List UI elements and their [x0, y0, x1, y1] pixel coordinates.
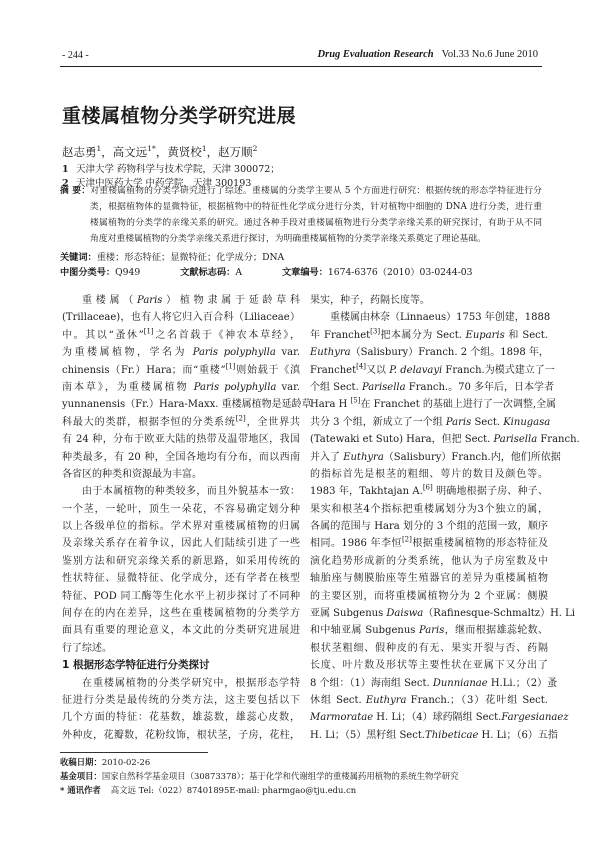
text-segment: 年 Franchet [310, 329, 371, 341]
text-segment: H. Li；（6）五指 [478, 729, 558, 741]
text-line [310, 588, 548, 605]
author-list [62, 144, 257, 160]
text-segment: 根状茎粗细、假种皮的有无、果实开裂与否、药隔 [310, 642, 548, 654]
affiliation-1 [62, 161, 280, 175]
text-line [62, 675, 300, 692]
citation-ref: [2] [401, 536, 412, 545]
text-segment: 并入了 [310, 451, 344, 463]
text-line [62, 605, 300, 622]
text-segment: 南本草》，为重楼属植物 [62, 381, 194, 393]
taxon-name: Parisella [361, 381, 406, 393]
text-segment: Franch.。70 多年后，日本学者 [405, 381, 555, 393]
text-line [310, 692, 548, 709]
received-date: 2010-02-26 [101, 757, 151, 767]
text-line [310, 657, 548, 674]
text-segment: 相同。1986 年李恒 [310, 538, 402, 550]
abstract-line: 楼属植物的分类学的亲缘关系的研究。通过各种手段对重楼属植物进行分类学亲缘关系的研究探讨，有助于从不同 [90, 218, 542, 228]
text-segment: 外种皮，花瓣数，花粉纹饰，根状茎，子房，花柱， [62, 729, 300, 741]
text-line [62, 362, 300, 379]
citation-ref: [1] [143, 327, 154, 336]
taxon-name: Euthyra [343, 451, 384, 463]
text-line [310, 379, 555, 396]
citation-ref: [1] [225, 362, 236, 371]
article-no-label: 文章编号： [281, 267, 328, 278]
text-line [62, 344, 300, 361]
text-segment: 果实和根茎4个指标把重楼属划分为3个独立的属， [310, 503, 548, 515]
author-affiliation-mark: 1 [201, 144, 207, 154]
text-segment: var. [275, 347, 300, 359]
text-segment: （Rafinesque-Schmaltz）H. Li [423, 608, 575, 620]
text-line [310, 675, 558, 692]
text-line [310, 727, 558, 744]
text-segment: ）植物隶属于延龄草科 [162, 295, 301, 306]
body-column-left [62, 292, 312, 744]
text-line [310, 501, 548, 518]
text-segment: 把本属分为 Sect. [380, 329, 466, 341]
body-column-right [310, 292, 580, 744]
text-segment: H. Li；（4）球药隔组 Sect. [373, 712, 502, 724]
abstract [60, 183, 542, 247]
text-segment: ，全世界共 [245, 416, 301, 428]
text-segment: 长度、叶片数及形状等主要性状在亚属下又分出了 [310, 660, 548, 672]
text-line [310, 344, 548, 361]
text-segment: 行了综述。 [62, 642, 112, 654]
text-line [310, 622, 548, 639]
taxon-name: Euthyra [310, 347, 351, 359]
text-line [310, 309, 551, 326]
text-line [62, 518, 300, 535]
citation-ref: [2] [235, 414, 246, 423]
taxon-name: Paris [418, 625, 445, 637]
taxon-name: Fargesianaez [501, 712, 569, 724]
text-segment: 各省区的种类和资源最为丰富。 [62, 468, 202, 480]
taxon-name: Euthyra [365, 694, 407, 706]
text-segment: 有 24 种，分布于欧亚大陆的热带及温带地区，我国 [62, 434, 300, 446]
text-segment: 和 Sect. [504, 329, 548, 341]
keywords-text: 重楼；形态特征；显微特征；化学成分；DNA [96, 252, 285, 263]
clc-value: Q949 [115, 267, 141, 278]
journal-name: Drug Evaluation Research [317, 49, 434, 60]
text-line [310, 605, 575, 622]
taxon-name: Dunnianae [432, 677, 488, 689]
running-header [318, 49, 538, 60]
text-segment: 根据重楼属植物的形态特征及 [411, 538, 548, 550]
text-segment: Franch. [537, 434, 580, 446]
abstract-line: 角度对重楼属植物的分类学亲缘关系进行探讨，为明确重楼属植物的分类学亲缘关系奠定了理论基础。 [90, 234, 486, 244]
text-segment: （Salisbury）Franch. 2 个组。1898 年， [350, 347, 549, 359]
text-segment: 个组 Sect. [310, 381, 362, 393]
text-segment: Hara H [310, 399, 351, 411]
abstract-line [60, 183, 542, 199]
text-segment: (Tatewaki et Suto) Hara，但把 Sect. [310, 434, 494, 446]
affiliation-number: 2 [62, 178, 69, 189]
taxon-name: Thibeticae [425, 729, 479, 741]
fund-label: 基金项目： [60, 771, 102, 781]
text-line [62, 466, 300, 483]
taxon-name: Paris polyphylla [192, 347, 276, 359]
text-line [62, 535, 300, 552]
text-segment: 轴胎座与侧膜胎座等生殖器官的差异为重楼属植物 [310, 573, 548, 585]
text-segment: 演化趋势形成新的分类系统，他认为子房室数及中 [310, 555, 548, 567]
issue-info: Vol.33 No.6 June 2010 [441, 49, 538, 60]
text-segment: 共分 3 个组，新成立了一个组 [310, 416, 446, 428]
text-segment: 休组 Sect. [310, 694, 366, 706]
text-segment: 面具有重要的理论意义，本文此的分类研究进展进 [62, 625, 300, 637]
text-line [62, 570, 300, 587]
text-line [62, 622, 300, 639]
text-line [310, 362, 555, 379]
text-line [310, 396, 557, 413]
footnote-received [60, 756, 150, 768]
author-separator: ， [155, 145, 168, 159]
header-rule [60, 66, 542, 67]
text-segment: 为重楼属植物，学名为 [62, 347, 193, 359]
text-segment: 和中轴亚属 Subgenus [310, 625, 419, 637]
keywords [60, 249, 284, 263]
text-segment: chinensis（Fr.）Hara；而“重楼” [62, 364, 226, 376]
affiliation-text: 天津中医药大学 中药学院，天津 300193 [76, 178, 252, 189]
text-segment: 各属的范围与 Hara 划分的 3 个组的范围一致，顺序 [310, 521, 548, 533]
text-segment: 重楼属（ [82, 295, 138, 306]
footnote-fund [60, 770, 459, 782]
page-number: - 244 - [62, 50, 89, 61]
text-segment: 间存在的内在差异，这些在重楼属植物的分类学方 [62, 608, 300, 620]
footnote-corresponding [60, 784, 356, 796]
text-segment: 又以 [366, 364, 390, 376]
footnote-rule [60, 752, 208, 753]
text-segment: 在 Franchet 的基础上进行了一次调整,全属 [360, 399, 557, 411]
text-segment: 征进行分类是最传统的分类方法，这主要包括以下 [62, 694, 300, 706]
text-line [62, 309, 300, 326]
author-separator: ， [101, 145, 113, 159]
text-segment: 1983 年，Takhtajan A. [310, 486, 423, 498]
text-line [62, 553, 300, 570]
author-name: 赵志勇 [62, 145, 97, 159]
abstract-line: 类，根据植物体的显微特征，根据植物中的特征性化学成分进行分类，针对植物中细胞的 DNA 进行分类，进行重 [90, 202, 542, 212]
clc-label: 中图分类号： [60, 267, 116, 278]
text-segment: 之名首载于《神农本草经》， [153, 329, 301, 341]
text-segment: 1 根据形态学特征进行分类探讨 [62, 659, 210, 672]
author-name: 黄贤校 [167, 145, 202, 159]
affiliation-number: 1 [62, 164, 69, 175]
article-no-value: 1674-6376（2010）03-0244-03 [327, 267, 473, 278]
text-segment: 重楼属由林奈（Linnaeus）1753 年创建，1888 [330, 312, 551, 324]
taxon-name: Marmoratae [310, 712, 374, 724]
text-line [62, 483, 300, 500]
text-line [62, 727, 300, 744]
text-segment: 鉴别方法和研究亲缘关系的新思路，如采用传统的 [62, 555, 300, 567]
article-title: 重楼属植物分类学研究进展 [62, 105, 297, 127]
text-segment: 科最大的类群，根据李恒的分类系统 [62, 416, 236, 428]
text-segment: H. Li；（5）黑籽组 Sect. [310, 729, 426, 741]
text-line [310, 518, 548, 535]
text-line [310, 431, 580, 448]
text-line [62, 449, 300, 466]
text-segment: 果实，种子，药隔长度等。 [310, 295, 430, 306]
text-line [62, 640, 300, 657]
text-segment: 明确地根据子房、种子、 [432, 486, 548, 498]
text-line [62, 501, 300, 518]
text-segment: 几个方面的特征：花基数，雄蕊数，雄蕊心皮数， [62, 712, 300, 724]
author-name: 高文远 [112, 145, 148, 159]
text-segment: Franch.为模式建立了一 [442, 364, 555, 376]
text-segment: Franchet [310, 364, 357, 376]
text-line [310, 449, 561, 466]
text-line [310, 709, 569, 726]
text-segment: 8 个组：（1）海南组 Sect. [310, 677, 433, 689]
text-line [62, 431, 300, 448]
text-segment: 的主要区别，而将重楼属植物分为 2 个亚属：侧膜 [310, 590, 548, 602]
author-affiliation-mark: 1* [147, 144, 156, 154]
taxon-name: Parisella [493, 434, 538, 446]
citation-ref: [5] [350, 397, 361, 406]
text-line [310, 292, 548, 309]
abstract-text: 对重楼属植物的分类学研究进行了综述。重楼属的分类学主要从 5 个方面进行研究：根据传统的形态学特征进行分 [90, 186, 542, 196]
text-line [310, 535, 548, 552]
author-affiliation-mark: 2 [252, 144, 258, 154]
taxon-name: Paris polyphylla [193, 381, 277, 393]
text-segment: Sect. [471, 416, 504, 428]
text-segment: 在重楼属植物的分类学研究中，根据形态学特 [82, 677, 300, 689]
text-line [62, 588, 300, 605]
corresponding-text: 高文远 Tel:（022）87401895E-mail: pharmgao@tju.edu.cn [110, 785, 357, 795]
fund-text: 国家自然科学基金项目（30873378）；基于化学和代谢组学的重楼属药用植物的系统生物学研究 [101, 771, 459, 781]
text-line [62, 396, 312, 413]
taxon-name: P. delavayi [389, 364, 443, 376]
classification-info [60, 264, 473, 278]
doc-code-label: 文献标志码： [180, 267, 236, 278]
keywords-label: 关键词： [60, 252, 97, 263]
text-line [310, 466, 548, 483]
text-line [310, 570, 548, 587]
affiliation-text: 天津大学 药物科学与技术学院，天津 300072； [76, 164, 280, 175]
text-line [62, 692, 300, 709]
text-segment: H.Li.；（2）蚤 [487, 677, 558, 689]
text-segment: 种类最多，有 20 种，全国各地均有分布，而以西南 [62, 451, 300, 463]
text-segment: 及亲缘关系存在着争议，因此人们陆续引进了一些 [62, 538, 300, 550]
text-line [62, 327, 300, 344]
taxon-name: Paris [445, 416, 472, 428]
text-segment: 特征、POD 同工酶等生化水平上初步探讨了不同种 [62, 590, 300, 602]
text-line [310, 483, 548, 500]
abstract-label: 摘 要： [60, 186, 91, 196]
text-segment: 中。其以“蚤休” [62, 329, 144, 341]
doc-code-value: A [235, 267, 242, 278]
taxon-name: Paris [137, 295, 163, 306]
text-segment: （Salisbury）Franch.内，他们所依据 [383, 451, 561, 463]
text-segment: 的指标首先是根茎的粗细、萼片的数目及颜色等。 [310, 468, 548, 480]
text-line [62, 292, 300, 309]
text-line [310, 640, 548, 657]
corresponding-label: * 通讯作者 [60, 785, 101, 795]
text-segment: 则始载于《滇 [235, 364, 300, 376]
text-line [310, 414, 551, 431]
text-line [310, 553, 548, 570]
text-segment: 由于本属植物的种类较多，而且外貌基本一致： [82, 486, 300, 498]
citation-ref: [6] [422, 483, 433, 492]
text-segment: 性状特征、显微特征、化学成分，还有学者在核型 [62, 573, 300, 585]
citation-ref: [4] [356, 362, 367, 371]
taxon-name: Euparis [465, 329, 505, 341]
text-segment: 亚属 Subgenus [310, 608, 387, 620]
author-name: 赵万顺 [218, 145, 253, 159]
author-affiliation-mark: 1 [96, 144, 102, 154]
text-segment: yunnanensis（Fr.）Hara-Maxx. 重楼属植物是延龄草 [62, 399, 312, 411]
text-line [62, 709, 300, 726]
text-line [62, 379, 300, 396]
section-heading [62, 657, 300, 674]
text-line [310, 327, 548, 344]
text-segment: ，继而根据雄蕊轮数、 [444, 625, 549, 637]
text-segment: Franch.；（3）花叶组 Sect. [406, 694, 548, 706]
author-separator: ， [206, 145, 219, 159]
citation-ref: [3] [370, 327, 381, 336]
text-segment: var. [276, 381, 300, 393]
taxon-name: Daiswa [386, 608, 424, 620]
taxon-name: Kinugasa [503, 416, 551, 428]
text-segment: (Trillaceae)，也有人将它归入百合科（Liliaceae） [62, 312, 300, 324]
text-segment: 以上各级单位的指标。学术界对重楼属植物的归属 [62, 521, 300, 533]
received-label: 收稿日期： [60, 757, 102, 767]
text-line [62, 414, 300, 431]
text-segment: 一个茎，一轮叶，顶生一朵花，不容易确定划分种 [62, 503, 300, 515]
